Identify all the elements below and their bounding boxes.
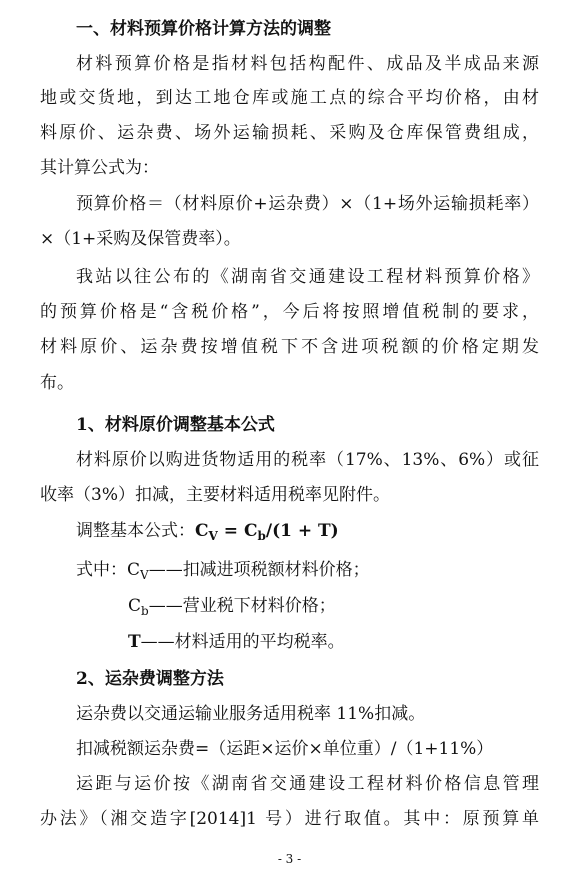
symbol: $C_V$ <box>127 560 149 582</box>
symbol: $C_b$ <box>128 596 149 618</box>
symbol: T <box>128 632 141 652</box>
paragraph-line: 其计算公式为： <box>40 158 159 178</box>
section-heading-1: 一、材料预算价格计算方法的调整 <box>76 19 331 39</box>
formula-line: 扣减税额运杂费=（运距×运价×单位重）/（1+11%） <box>76 739 494 759</box>
where-item <box>128 595 336 622</box>
where-label: 式中： <box>76 560 127 580</box>
symbol-definition: ——扣减进项税额材料价格； <box>148 560 370 580</box>
symbol-definition: ——营业税下材料价格； <box>148 596 336 616</box>
paragraph-line: 运距与运价按《湖南省交通建设工程材料价格信息管理 <box>76 774 539 794</box>
formula-lhs: $C_V = C_b/(1 + T)$ <box>195 521 339 543</box>
paragraph-line: 的预算价格是“含税价格”，今后将按照增值税制的要求， <box>40 302 539 322</box>
page-number: - 3 - <box>277 852 302 866</box>
section-heading-3: 2、运杂费调整方法 <box>76 669 224 689</box>
paragraph-line: 材料原价以购进货物适用的税率（17%、13%、6%）或征 <box>76 450 539 470</box>
formula-line: ×（1+采购及保管费率）。 <box>40 229 241 249</box>
paragraph-line: 材料预算价格是指材料包括构配件、成品及半成品来源 <box>76 54 539 74</box>
formula-line: 预算价格＝（材料原价+运杂费）×（1+场外运输损耗率） <box>76 194 539 214</box>
paragraph-line: 布。 <box>40 373 74 393</box>
where-item <box>128 631 345 653</box>
paragraph-line: 地或交货地，到达工地仓库或施工点的综合平均价格，由材 <box>40 88 539 108</box>
adjustment-formula <box>76 520 339 547</box>
paragraph-line: 办法》（湘交造字[2014]1 号）进行取值。其中：原预算单 <box>40 809 539 829</box>
section-heading-2: 1、材料原价调整基本公式 <box>76 415 275 435</box>
paragraph-line: 收率（3%）扣减，主要材料适用税率见附件。 <box>40 485 390 505</box>
where-item <box>76 559 370 586</box>
symbol-definition: ——材料适用的平均税率。 <box>140 632 345 652</box>
paragraph-line: 运杂费以交通运输业服务适用税率 11%扣减。 <box>76 704 426 724</box>
paragraph-line: 我站以往公布的《湖南省交通建设工程材料预算价格》 <box>76 267 539 287</box>
formula-label: 调整基本公式： <box>76 521 195 541</box>
paragraph-line: 材料原价、运杂费按增值税下不含进项税额的价格定期发 <box>40 337 539 357</box>
paragraph-line: 料原价、运杂费、场外运输损耗、采购及仓库保管费组成， <box>40 123 539 143</box>
